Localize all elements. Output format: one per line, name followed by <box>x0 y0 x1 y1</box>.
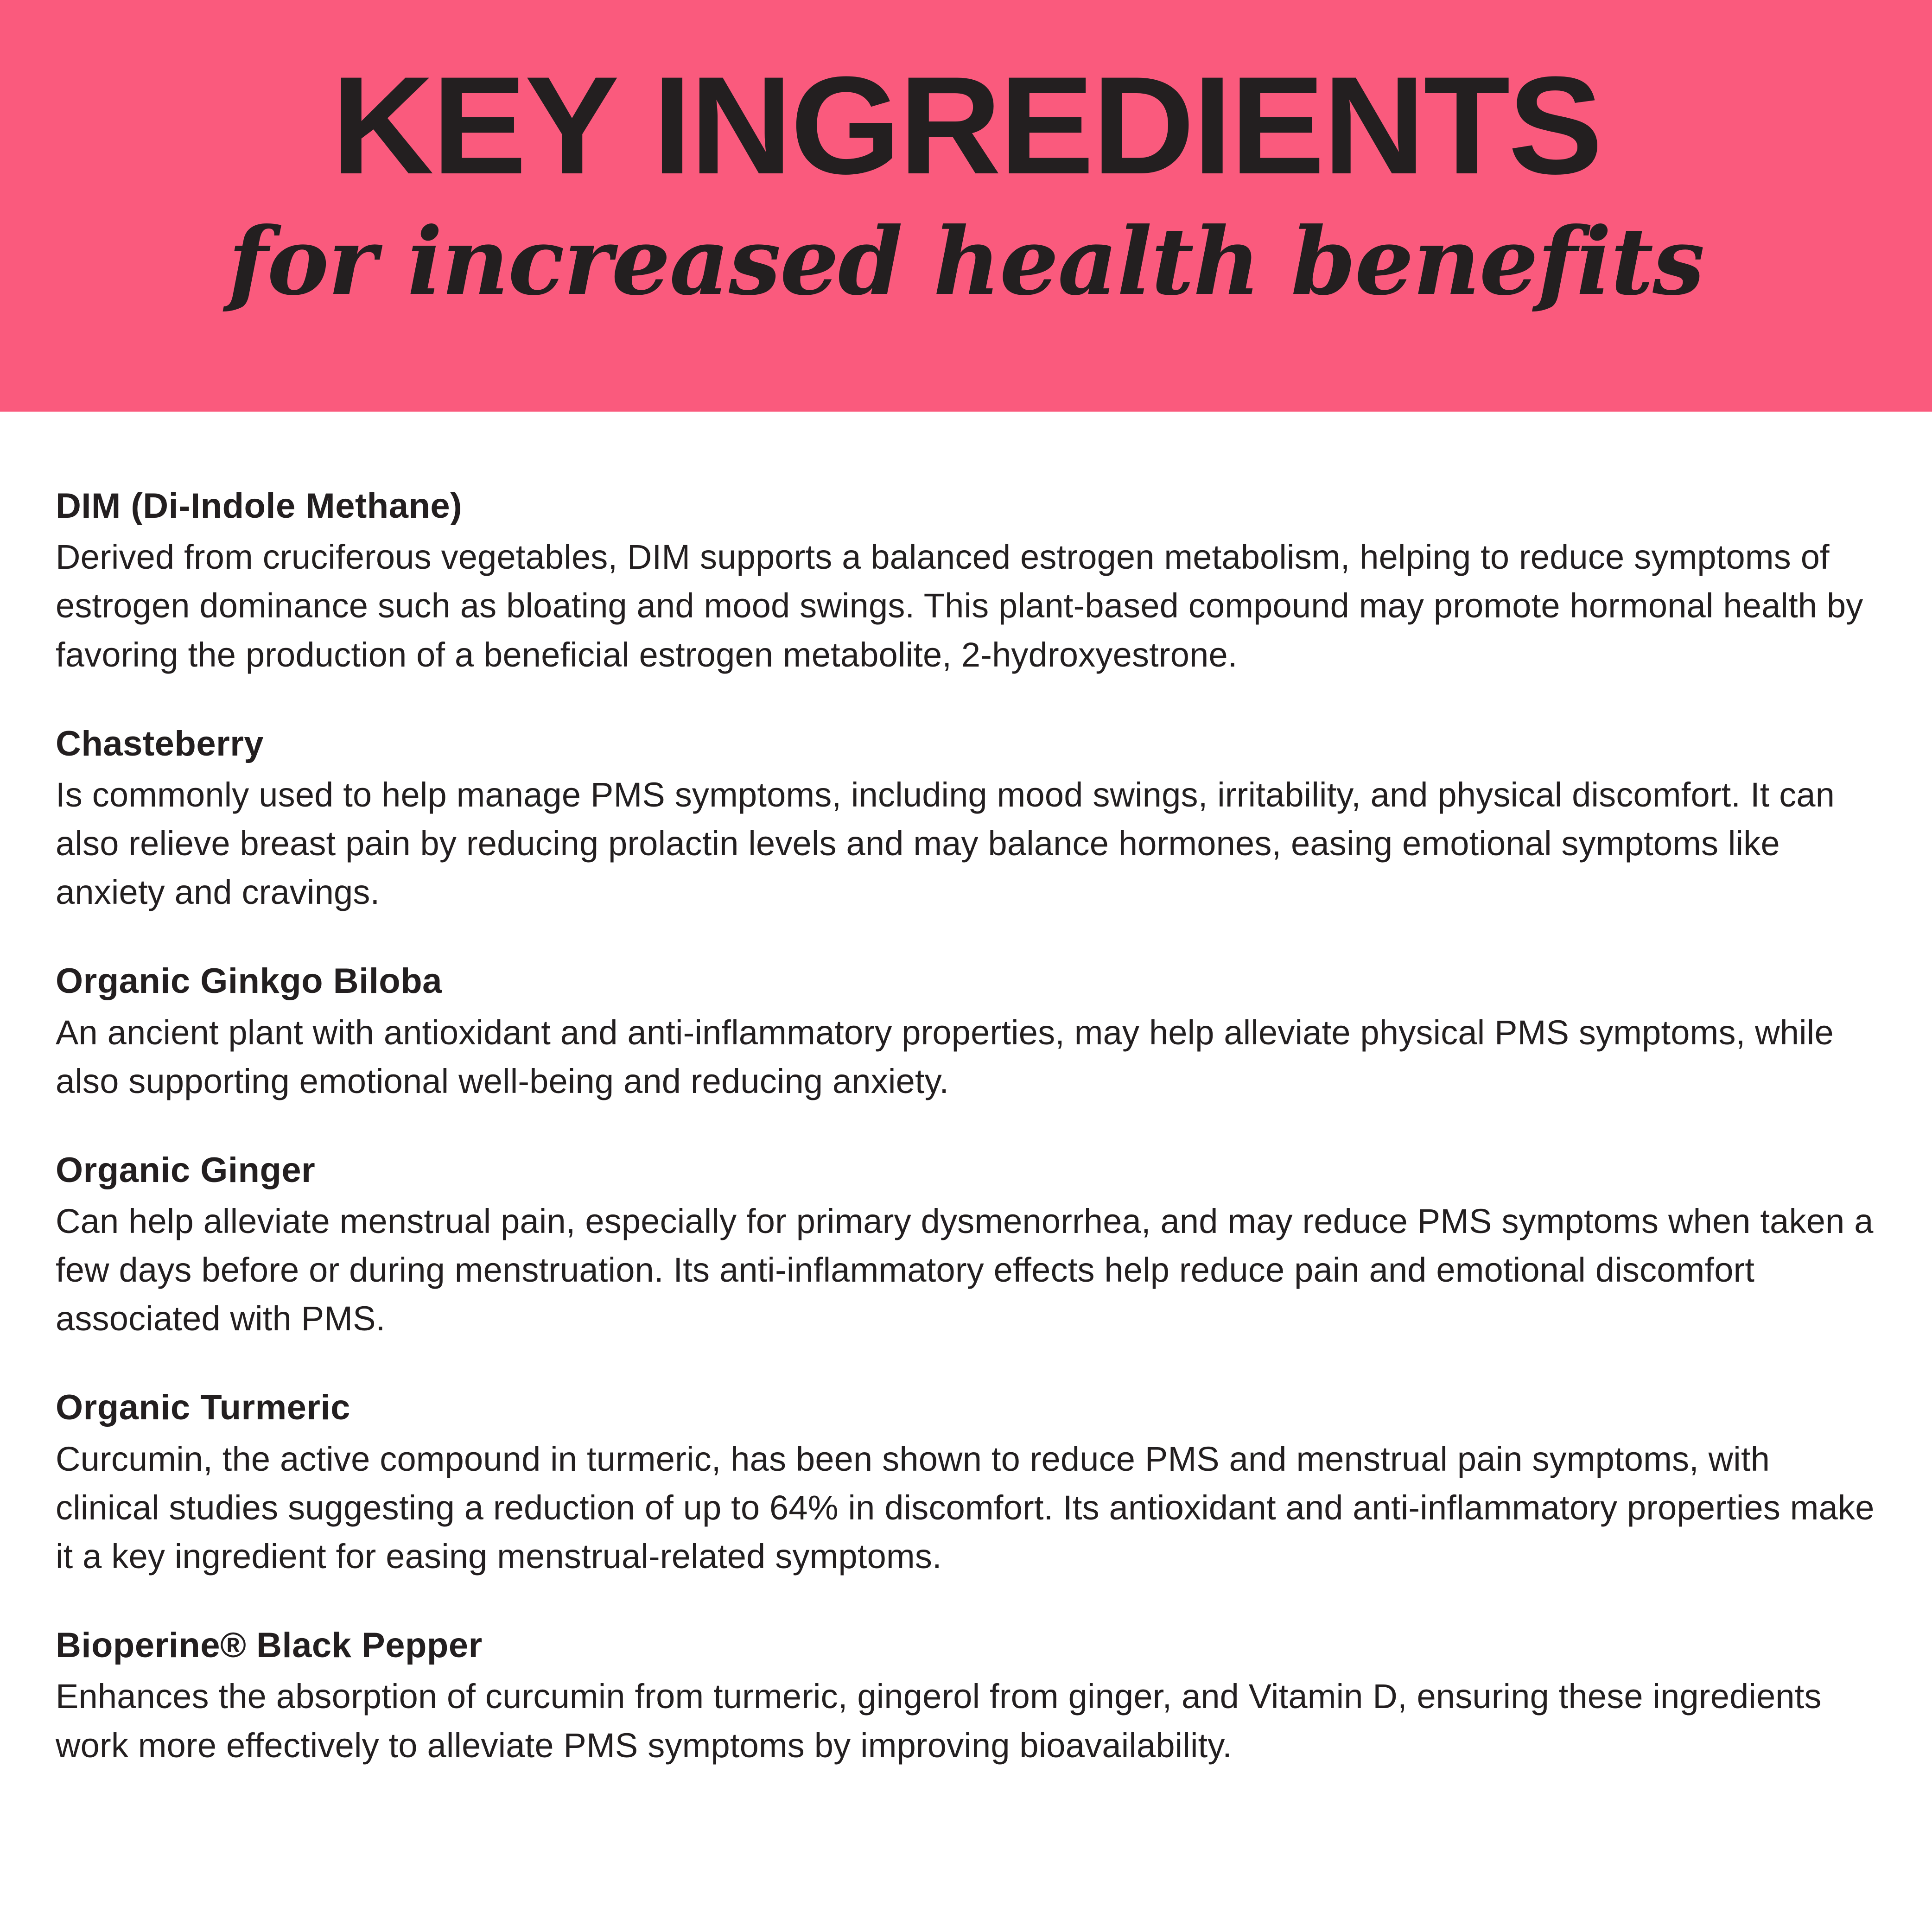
ingredient-description: An ancient plant with antioxidant and anti-inflammatory properties, may help alleviate physical PMS symptoms, while also supporting emotional well-being and reducing anxiety. <box>56 1013 1834 1100</box>
page-subtitle: for increased health benefits <box>228 207 1704 316</box>
ingredient-section-chasteberry <box>56 724 1876 917</box>
ingredient-section-ginger <box>56 1150 1876 1343</box>
ingredient-description: Can help alleviate menstrual pain, especially for primary dysmenorrhea, and may reduce PMS symptoms when taken a few days before or during menstruation. Its anti-inflammatory effects help reduce pain and emotional discomfort associated with PMS. <box>56 1202 1874 1338</box>
ingredient-title: Bioperine® Black Pepper <box>56 1626 483 1665</box>
ingredient-title: DIM (Di-Indole Methane) <box>56 486 463 526</box>
ingredient-description: Derived from cruciferous vegetables, DIM supports a balanced estrogen metabolism, helping to reduce symptoms of estrogen dominance such as bloating and mood swings. This plant-based compound may promote hormonal health by favoring the production of a beneficial estrogen metabolite, 2-hydroxyestrone. <box>56 538 1863 674</box>
ingredient-description: Curcumin, the active compound in turmeric, has been shown to reduce PMS and menstrual pain symptoms, with clinical studies suggesting a reduction of up to 64% in discomfort. Its antioxidant and anti-inflammatory properties make it a key ingredient for easing menstrual-related symptoms. <box>56 1439 1875 1576</box>
ingredient-section-turmeric <box>56 1387 1876 1581</box>
page-title: KEY INGREDIENTS <box>331 47 1601 203</box>
ingredient-description: Is commonly used to help manage PMS symptoms, including mood swings, irritability, and physical discomfort. It can also relieve breast pain by reducing prolactin levels and may balance hormones, easing emotional symptoms like anxiety and cravings. <box>56 775 1835 912</box>
ingredient-title: Chasteberry <box>56 724 264 763</box>
ingredient-description: Enhances the absorption of curcumin from turmeric, gingerol from ginger, and Vitamin D, ensuring these ingredients work more effectively to alleviate PMS symptoms by improving bioavailability. <box>56 1677 1822 1765</box>
ingredient-title: Organic Turmeric <box>56 1388 350 1428</box>
ingredient-title: Organic Ginger <box>56 1150 316 1190</box>
ingredient-section-dim <box>56 486 1876 679</box>
ingredient-section-bioperine-black-pepper <box>56 1625 1876 1770</box>
header-banner <box>0 0 1932 412</box>
ingredients-list <box>0 412 1932 1932</box>
ingredient-title: Organic Ginkgo Biloba <box>56 961 442 1001</box>
ingredient-section-ginkgo-biloba <box>56 961 1876 1106</box>
